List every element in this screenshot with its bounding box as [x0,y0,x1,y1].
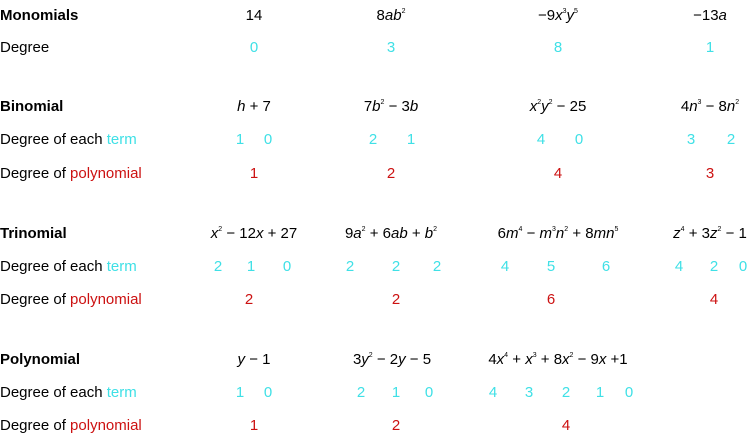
polynomial-heading: Polynomial [0,351,81,368]
exponent: 4 [504,352,509,359]
label-polynomial-word: polynomial [70,165,142,182]
exponent: 2 [433,226,438,233]
polynomial-degree: 2 [386,165,396,182]
label-term-word: term [106,131,137,148]
variable: z [673,225,681,242]
label-term-word: term [106,258,137,275]
term-degree: 3 [686,131,696,148]
variable: x [525,351,533,368]
variable: n [689,98,698,115]
term-degree: 1 [391,384,401,401]
term-degree: 0 [624,384,634,401]
label-term-word: term [106,384,137,401]
math-text: 4 [488,351,497,368]
polynomial-degree: 4 [561,417,571,434]
exponent: 4 [680,226,685,233]
exponent: 2 [380,99,385,106]
math-text: 8 [376,7,385,24]
term-degree: 0 [574,131,584,148]
math-text: + 27 [263,225,298,242]
exponent: 2 [564,226,569,233]
math-text: 9 [344,225,354,242]
polynomial-degree: 4 [709,291,719,308]
term-degree: 4 [674,258,684,275]
math-text: − 1 [721,225,747,242]
exponent: 3 [552,226,556,233]
variable: ab [384,7,402,24]
math-text: − [522,225,540,242]
exponent: 2 [401,8,406,15]
math-text: + 8 [568,225,594,242]
math-text: −9 [538,7,556,24]
math-text: −13 [693,7,719,24]
monomial-degree: 8 [553,39,563,56]
label-prefix: Degree of [0,165,66,182]
label-prefix: Degree of each [0,131,103,148]
term-degree: 4 [500,258,510,275]
exponent: 2 [569,352,574,359]
variable: z [710,225,718,242]
math-text: − 12 [222,225,256,242]
polynomial-term-degree-label [0,384,137,402]
math-text: − 2 [372,351,399,368]
variable: a [353,225,362,242]
exponent: 2 [537,99,542,106]
math-text: − 9 [573,351,599,368]
variable: x [562,351,570,368]
variable: x [255,225,264,242]
term-degree: 2 [213,258,223,275]
monomial-expression [538,7,578,25]
binomial-expression [530,98,587,116]
exponent: 2 [717,226,722,233]
polynomial-degree: 4 [553,165,563,182]
variable: b [424,225,434,242]
term-degree: 0 [263,384,273,401]
trinomial-poly-degree-label [0,291,142,309]
variable: h [237,98,246,115]
label-polynomial-word: polynomial [70,417,142,434]
variable: x [496,351,505,368]
math-text: − 1 [245,351,271,368]
term-degree: 2 [726,131,736,148]
exponent: 2 [735,99,740,106]
variable: x [210,225,219,242]
trinomial-expression [345,225,437,243]
monomial-degree: 3 [386,39,396,56]
math-text: + 7 [245,98,271,115]
exponent: 2 [361,226,366,233]
variable: ab [390,225,408,242]
label-prefix: Degree of each [0,258,103,275]
variable: x [529,98,538,115]
term-degree: 2 [356,384,366,401]
binomial-heading: Binomial [0,98,64,115]
exponent: 3 [562,8,567,15]
math-text: + [407,225,425,242]
term-degree: 2 [391,258,401,275]
exponent: 3 [697,99,702,106]
math-text: 7 [363,98,373,115]
math-text: 6 [497,225,506,242]
trinomial-heading: Trinomial [0,225,67,242]
term-degree: 3 [524,384,534,401]
term-degree: 5 [546,258,556,275]
math-text: − 3 [384,98,410,115]
variable: n [555,225,565,242]
monomial-expression [246,7,263,25]
math-text: − 5 [405,351,432,368]
variable: m [539,225,553,242]
variable: y [398,351,406,368]
math-text: + [508,351,526,368]
binomial-expression [364,98,418,116]
term-degree: 2 [345,258,355,275]
term-degree: 2 [368,131,378,148]
term-degree: 0 [424,384,434,401]
term-degree: 0 [282,258,292,275]
exponent: 2 [548,99,553,106]
label-prefix: Degree of [0,417,66,434]
variable: y [237,351,246,368]
term-degree: 1 [595,384,605,401]
trinomial-expression [498,225,619,243]
variable: b [372,98,381,115]
monomial-degree: 0 [249,39,259,56]
math-text: 3 [352,351,362,368]
variable: y [361,351,369,368]
monomial-expression [693,7,727,25]
polynomial-degree: 6 [546,291,556,308]
label-polynomial-word: polynomial [70,291,142,308]
polynomial-degree: 1 [249,165,259,182]
math-text: + 6 [365,225,391,242]
exponent: 2 [368,352,373,359]
exponent: 4 [518,226,523,233]
variable: m [505,225,519,242]
term-degree: 4 [536,131,546,148]
monomial-expression [377,7,406,25]
variable: a [718,7,727,24]
trinomial-term-degree-label [0,258,137,276]
term-degree: 6 [601,258,611,275]
label-prefix: Degree of each [0,384,103,401]
monomials-heading: Monomials [0,7,79,24]
math-text: +1 [606,351,628,368]
math-text: + 8 [536,351,563,368]
math-text: 14 [245,7,263,24]
polynomial-degree: 2 [244,291,254,308]
binomial-expression [681,98,739,116]
term-degree: 0 [738,258,748,275]
binomial-poly-degree-label [0,165,142,183]
polynomial-degree: 2 [391,291,401,308]
exponent: 5 [614,226,619,233]
polynomial-degree: 2 [391,417,401,434]
variable: b [409,98,419,115]
math-text: + 3 [684,225,710,242]
polynomial-degree: 1 [249,417,259,434]
term-degree: 2 [432,258,442,275]
variable: x [555,7,563,24]
trinomial-expression [673,225,747,243]
exponent: 2 [218,226,223,233]
variable: mn [593,225,615,242]
variable: n [726,98,736,115]
term-degree: 1 [235,384,245,401]
polynomial-poly-degree-label [0,417,142,435]
variable: y [541,98,549,115]
term-degree: 1 [246,258,256,275]
monomials-degree-label: Degree [0,39,50,56]
monomial-degree: 1 [705,39,715,56]
binomial-expression [237,98,271,116]
exponent: 5 [574,8,578,15]
term-degree: 1 [406,131,416,148]
math-text: − 8 [701,98,727,115]
polynomial-degree: 3 [705,165,715,182]
term-degree: 0 [263,131,273,148]
exponent: 3 [532,352,537,359]
polynomial-expression [238,351,271,369]
binomial-term-degree-label [0,131,137,149]
polynomial-expression [488,351,627,369]
trinomial-expression [211,225,297,243]
math-text: − 25 [552,98,587,115]
polynomial-expression [353,351,431,369]
variable: x [598,351,607,368]
term-degree: 1 [235,131,245,148]
term-degree: 4 [488,384,498,401]
term-degree: 2 [561,384,571,401]
label-prefix: Degree of [0,291,66,308]
variable: y [566,7,575,24]
term-degree: 2 [709,258,719,275]
math-text: 4 [680,98,690,115]
